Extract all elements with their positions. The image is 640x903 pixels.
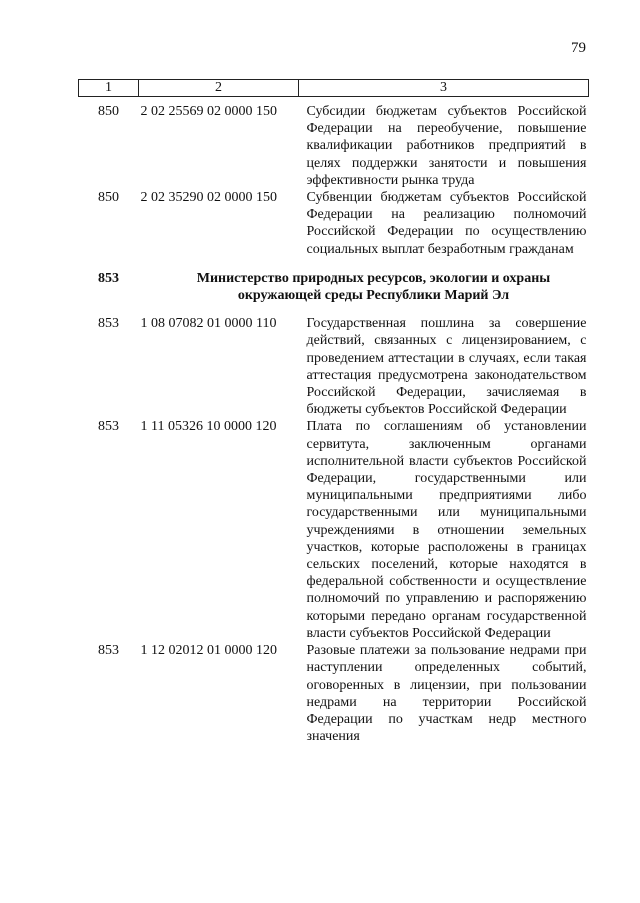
admin-code-cell: 853 bbox=[98, 643, 119, 659]
kbk-code-cell: 1 08 07082 01 0000 110 bbox=[140, 316, 277, 332]
admin-code-cell: 853 bbox=[98, 316, 119, 332]
table-row bbox=[79, 418, 589, 642]
page-number: 79 bbox=[571, 40, 586, 56]
admin-code-cell: 850 bbox=[98, 190, 119, 206]
revenue-name-cell: Разовые платежи за пользование недрами при наступлении определенных событий, оговоренных в лицензии, при пользовании недрами на территории Российской Федерации по участкам недр местного значения bbox=[306, 643, 587, 745]
table-row bbox=[79, 315, 589, 418]
kbk-code-cell: 1 11 05326 10 0000 120 bbox=[140, 419, 277, 435]
table-row bbox=[79, 189, 589, 258]
revenue-name-cell: Субвенции бюджетам субъектов Российской Федерации на реализацию полномочий Российской Федерации по осуществлению социальных выплат безработным гражданам bbox=[306, 190, 587, 257]
header-col-2: 2 bbox=[139, 80, 299, 97]
revenue-name-cell: Государственная пошлина за совершение действий, связанных с лицензированием, с проведением аттестации в случаях, если такая аттестация предусмотрена законодательством Российской Федерации, зачисляемая в бюджеты субъектов Российской Федерации bbox=[306, 316, 587, 418]
kbk-code-cell: 2 02 35290 02 0000 150 bbox=[140, 190, 277, 206]
section-admin-code: 853 bbox=[98, 270, 119, 286]
table-body bbox=[79, 97, 589, 746]
kbk-code-cell: 1 12 02012 01 0000 120 bbox=[140, 643, 277, 659]
revenue-name-cell: Субсидии бюджетам субъектов Российской Федерации на переобучение, повышение квалификации работников предприятий в целях поддержки занятости и повышения эффективности рынка труда bbox=[306, 104, 587, 188]
section-title: Министерство природных ресурсов, экологии и охраны окружающей среды Республики Марий Эл bbox=[196, 270, 551, 304]
revenue-name-cell: Плата по соглашениям об установлении сервитута, заключенным органами исполнительной власти субъектов Российской Федерации, государственными или муниципальными предприятиями либо государственными или муниципальными учреждениями в отношении земельных участков, которые расположены в границах сельских поселений, которые находятся в федеральной собственности и осуществление полномочий по управлению и распоряжению которыми передано органам государственной власти субъектов Российской Федерации bbox=[306, 419, 587, 641]
admin-code-cell: 850 bbox=[98, 104, 119, 119]
header-col-3: 3 bbox=[299, 80, 589, 97]
table-row bbox=[79, 97, 589, 190]
section-heading-row bbox=[79, 258, 589, 315]
kbk-code-cell: 2 02 25569 02 0000 150 bbox=[140, 104, 277, 119]
table-header-row bbox=[79, 80, 589, 97]
header-col-1: 1 bbox=[79, 80, 139, 97]
admin-code-cell: 853 bbox=[98, 419, 119, 435]
revenue-codes-table bbox=[78, 79, 589, 745]
table-header bbox=[79, 80, 589, 97]
table-row bbox=[79, 642, 589, 745]
